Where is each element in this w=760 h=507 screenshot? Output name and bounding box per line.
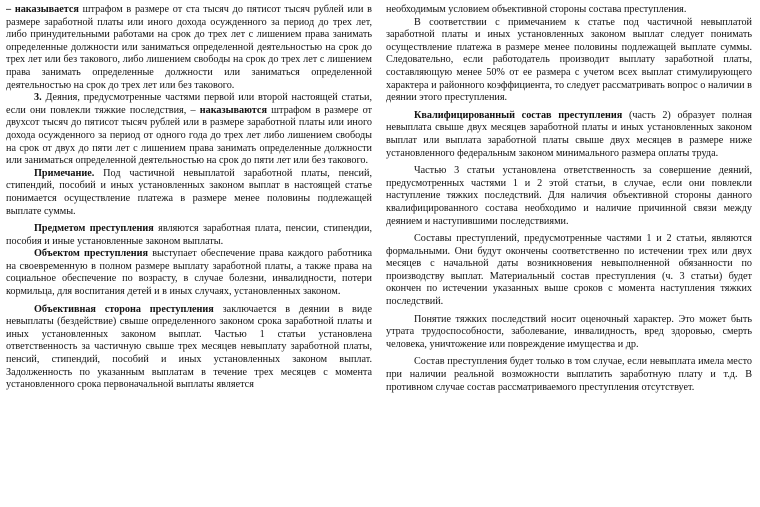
paragraph bbox=[386, 165, 752, 228]
paragraph bbox=[386, 314, 752, 352]
left-column bbox=[6, 4, 372, 507]
paragraph-text: заключается в деянии в виде невыплаты (бездействие) свыше определенного законом срока заработной платы и иных установленных законом выплат. Частью 1 статьи установлена ответственность за частичную свыше трех месяцев невыплату заработной платы, пенсий, стипендий, пособий и иных установленных законом выплат. Задолженность по указанным выплатам в течение трех месяцев с момента установленного срока первоначальной выплаты является bbox=[6, 303, 372, 391]
paragraph-text: Под частичной невыплатой заработной платы, пенсий, стипендий, пособий и иных установленных законом выплат в настоящей статье понимается осуществление платежа в размере менее половины подлежащей выплате суммы. bbox=[6, 167, 372, 217]
paragraph-text: Понятие тяжких последствий носит оценочный характер. Это может быть утрата трудоспособности, заболевание, инвалидность, вред здоровью, смерть человека, уничтожение или повреждение имущества и др. bbox=[386, 313, 752, 350]
bold-term: Объективная сторона преступления bbox=[34, 303, 214, 315]
bold-term: Квалифицированный состав преступления bbox=[414, 109, 623, 121]
paragraph-text: выступает обеспечение права каждого работника на своевременную в полном размере выплату заработной платы, а также права на социальное обеспечение по возрасту, в случае болезни, инвалидности, потери кормильца, для воспитания детей и в иных случаях, установленных законом. bbox=[6, 248, 372, 298]
paragraph-text: В соответствии с примечанием к статье под частичной невыплатой заработной платы и иных установленных законом выплат следует понимать осуществление платежа в размере менее половины подлежащей выплате суммы. Следовательно, если работодатель производит выплату заработной платы, составляющую менее 50% от ее размера с учетом всех выплат стимулирующего характера и районного коэффициента, то следует рассматривать вопрос о наличии в деянии этого преступления. bbox=[386, 16, 752, 104]
paragraph-text: (часть 2) образует полная невыплата свыше двух месяцев заработной платы и иных установленных законом выплат или выплата заработной платы свыше двух месяцев в размере ниже установленного федеральным законом минимального размера оплаты труда. bbox=[386, 109, 752, 159]
paragraph bbox=[6, 92, 372, 168]
paragraph-text: штрафом в размере от двухсот тысяч до пятисот тысяч рублей или в размере заработной платы или иного дохода осужденного за период от одного года до трех лет либо лишением свободы на срок от двух до пяти лет с лишением права занимать определенные должности или заниматься определенной деятельностью на срок до пяти лет или без такового. bbox=[6, 104, 372, 167]
paragraph bbox=[386, 4, 752, 17]
paragraph-text: необходимым условием объективной стороны состава преступления. bbox=[386, 4, 687, 15]
paragraph bbox=[386, 110, 752, 160]
bold-term: Объектом преступления bbox=[34, 248, 149, 260]
paragraph bbox=[386, 356, 752, 394]
paragraph bbox=[6, 168, 372, 218]
paragraph-text: штрафом в размере от ста тысяч до пятисот тысяч рублей или в размере заработной платы или иного дохода осужденного за период до трех лет, либо принудительными работами на срок до трех лет с лишением права занимать определенные должности или заниматься определенной деятельностью на срок до трех лет или без такового, либо лишением свободы на срок до трех лет с лишением права занимать определенные должности или заниматься определенной деятельностью на срок до трех лет или без такового. bbox=[6, 4, 372, 91]
paragraph bbox=[6, 4, 372, 92]
paragraph bbox=[6, 304, 372, 392]
paragraph-text: Состав преступления будет только в том случае, если невыплата имела место при наличии реальной возможности выплатить заработную плату и т.д. В противном случае состав рассматриваемого преступления отсутствует. bbox=[386, 356, 752, 393]
bold-term: – наказывается bbox=[6, 4, 79, 15]
bold-term: наказываются bbox=[199, 104, 267, 116]
bold-term: Предметом преступления bbox=[34, 223, 154, 235]
paragraph bbox=[386, 17, 752, 105]
paragraph bbox=[6, 248, 372, 298]
paragraph-text: Деяния, предусмотренные частями первой или второй настоящей статьи, если они повлекли тяжкие последствия, – bbox=[6, 92, 372, 116]
paragraph bbox=[386, 233, 752, 309]
bold-term: Примечание. bbox=[34, 167, 95, 179]
paragraph bbox=[6, 223, 372, 248]
paragraph-text: Частью 3 статьи установлена ответственность за совершение деяний, предусмотренных частями 1 и 2 этой статьи, в случае, если они повлекли наступление тяжких последствий. Для наличия объективной стороны данного квалифицированного состава необходимо и наличие причинной связи между деянием и наступившими последствиями. bbox=[386, 165, 752, 227]
bold-term: 3. bbox=[34, 92, 42, 104]
paragraph-text: являются заработная плата, пенсии, стипендии, пособия и иные установленные законом выплаты. bbox=[6, 223, 372, 247]
right-column bbox=[386, 4, 752, 507]
paragraph-text: Составы преступлений, предусмотренные частями 1 и 2 статьи, являются формальными. Они будут окончены соответственно по истечении трех или двух месяцев с начальной даты возникновения невыполненной обязанности по производству выплат. Материальный состав преступления (ч. 3 статьи) будет окончен по истечении указанных выше сроков с момента наступления тяжких последствий. bbox=[386, 233, 752, 308]
